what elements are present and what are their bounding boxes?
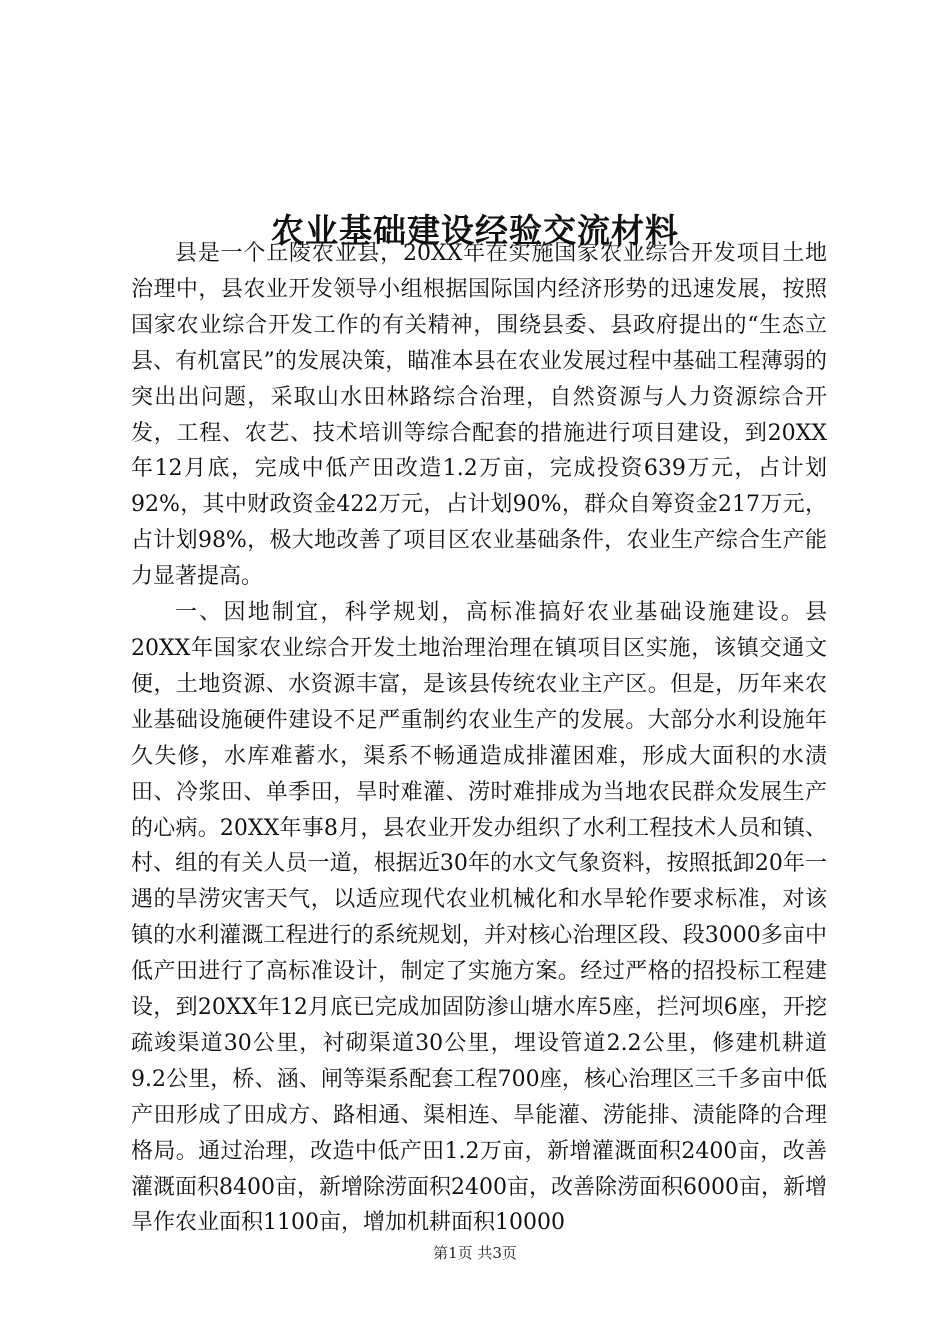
page-number: 第1页 共3页 [433, 1244, 517, 1262]
document-body [131, 236, 827, 1241]
paragraph-intro: 县是一个丘陵农业县，20XX年在实施国家农业综合开发项目土地治理中，县农业开发领导小组根据国际国内经济形势的迅速发展，按照国家农业综合开发工作的有关精神，围绕县委、县政府提出的“生态立县、有机富民”的发展决策，瞄准本县在农业发展过程中基础工程薄弱的突出出问题，采取山水田林路综合治理，自然资源与人力资源综合开发，工程、农艺、技术培训等综合配套的措施进行项目建设，到20XX年12月底，完成中低产田改造1.2万亩，完成投资639万元，占计划92%，其中财政资金422万元，占计划90%，群众自筹资金217万元，占计划98%，极大地改善了项目区农业基础条件，农业生产综合生产能力显著提高。 [131, 241, 827, 590]
paragraph-section-one: 一、因地制宜，科学规划，高标准搞好农业基础设施建设。县20XX年国家农业综合开发土地治理治理在镇项目区实施，该镇交通文便，土地资源、水资源丰富，是该县传统农业主产区。但是，历年来农业基础设施硬件建设不足严重制约农业生产的发展。大部分水利设施年久失修，水库难蓄水，渠系不畅通造成排灌困难，形成大面积的水渍田、冷浆田、单季田，旱时难灌、涝时难排成为当地农民群众发展生产的心病。20XX年事8月，县农业开发办组织了水利工程技术人员和镇、村、组的有关人员一道，根据近30年的水文气象资料，按照抵卸20年一遇的旱涝灾害天气，以适应现代农业机械化和水旱轮作要求标准，对该镇的水利灌溉工程进行的系统规划，并对核心治理区段、段3000多亩中低产田进行了高标准设计，制定了实施方案。经过严格的招投标工程建设，到20XX年12月底已完成加固防渗山塘水库5座，拦河坝6座，开挖疏竣渠道30公里，衬砌渠道30公里，埋设管道2.2公里，修建机耕道9.2公里，桥、涵、闸等渠系配套工程700座，核心治理区三千多亩中低产田形成了田成方、路相通、渠相连、旱能灌、涝能排、渍能降的合理格局。通过治理，改造中低产田1.2万亩，新增灌溉面积2400亩，改善灌溉面积8400亩，新增除涝面积2400亩，改善除涝面积6000亩，新增旱作农业面积1100亩，增加机耕面积10000 [131, 600, 827, 1236]
page-title: 农业基础建设经验交流材料 [271, 211, 679, 251]
